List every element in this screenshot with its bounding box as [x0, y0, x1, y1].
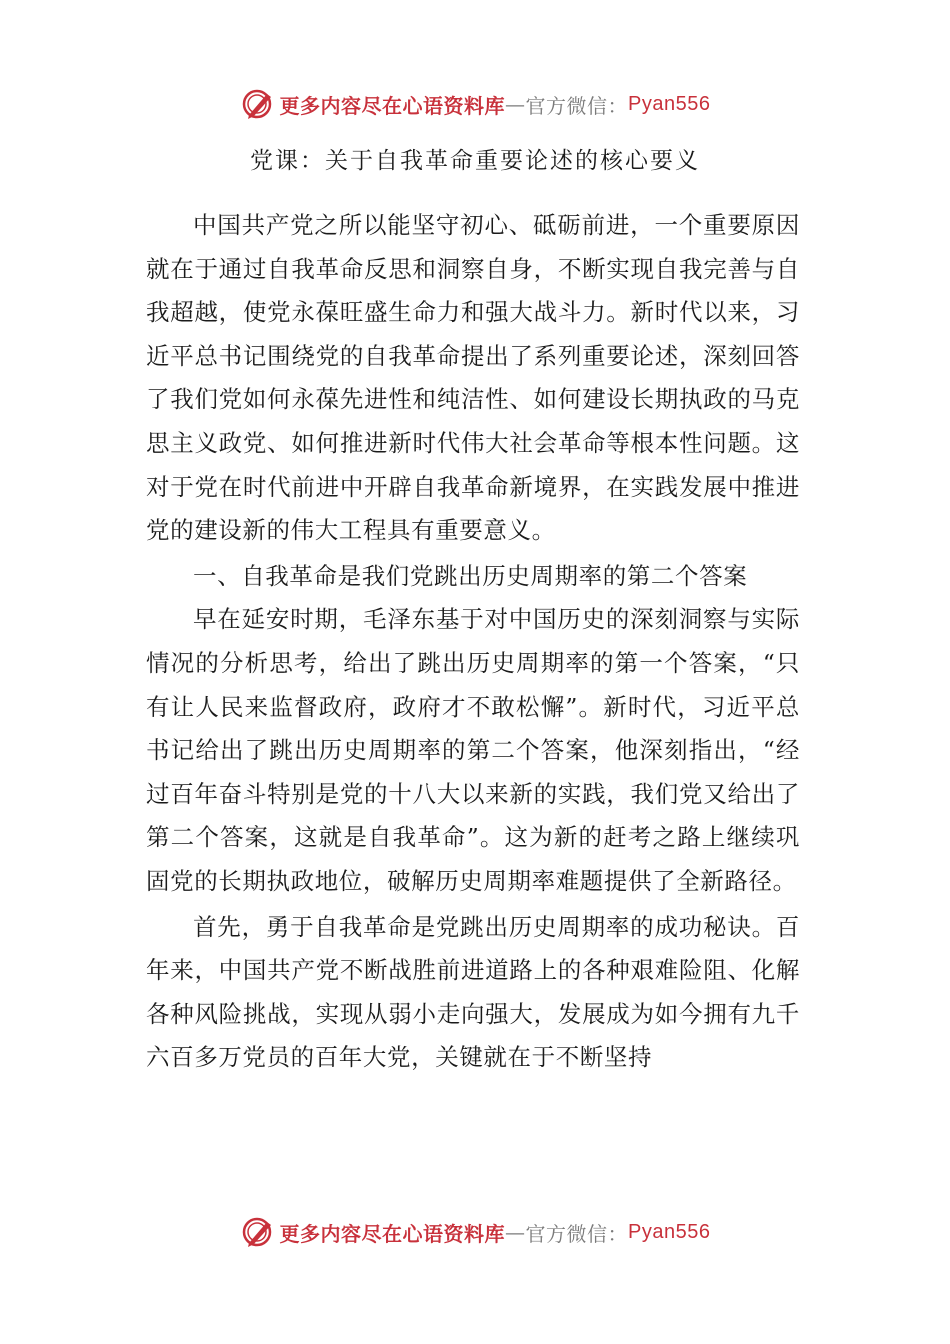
banner-brand-text: 更多内容尽在心语资料库 [279, 93, 506, 118]
document-body [146, 204, 800, 1080]
footer-watermark-banner [0, 1212, 950, 1252]
document-title: 党课：关于自我革命重要论述的核心要义 [250, 148, 700, 174]
banner-account: Pyan556 [628, 92, 711, 115]
paragraph-first: 首先，勇于自我革命是党跳出历史周期率的成功秘诀。百年来，中国共产党不断战胜前进道路上的各种艰难险阻、化解各种风险挑战，实现从弱小走向强大，发展成为如今拥有九千六百多万党员的百年大党，关键就在于不断坚持 [146, 912, 800, 1072]
banner-dash: — [505, 92, 526, 116]
paragraph-yanan: 早在延安时期，毛泽东基于对中国历史的深刻洞察与实际情况的分析思考，给出了跳出历史周期率的第一个答案，“只有让人民来监督政府，政府才不敢松懈”。新时代，习近平总书记给出了跳出历史周期率的第二个答案，他深刻指出，“经过百年奋斗特别是党的十八大以来新的实践，我们党又给出了第二个答案，这就是自我革命”。这为新的赶考之路上继续巩固党的长期执政地位，破解历史周期率难题提供了全新路径。 [146, 605, 800, 895]
section-heading-1: 一、自我革命是我们党跳出历史周期率的第二个答案 [193, 561, 748, 590]
banner-account: Pyan556 [628, 1220, 711, 1243]
banner-brand-text: 更多内容尽在心语资料库 [279, 1221, 506, 1246]
banner-dash: — [505, 1220, 526, 1244]
paragraph-intro: 中国共产党之所以能坚守初心、砥砺前进，一个重要原因就在于通过自我革命反思和洞察自身，不断实现自我完善与自我超越，使党永葆旺盛生命力和强大战斗力。新时代以来，习近平总书记围绕党的自我革命提出了系列重要论述，深刻回答了我们党如何永葆先进性和纯洁性、如何建设长期执政的马克思主义政党、如何推进新时代伟大社会革命等根本性问题。这对于党在时代前进中开辟自我革命新境界，在实践发展中推进党的建设新的伟大工程具有重要意义。 [146, 211, 800, 545]
pen-logo-icon [240, 86, 276, 122]
banner-official-text: 官方微信： [525, 93, 629, 118]
header-watermark-banner [0, 84, 950, 124]
banner-official-text: 官方微信： [525, 1221, 629, 1246]
pen-logo-icon [240, 1214, 276, 1250]
